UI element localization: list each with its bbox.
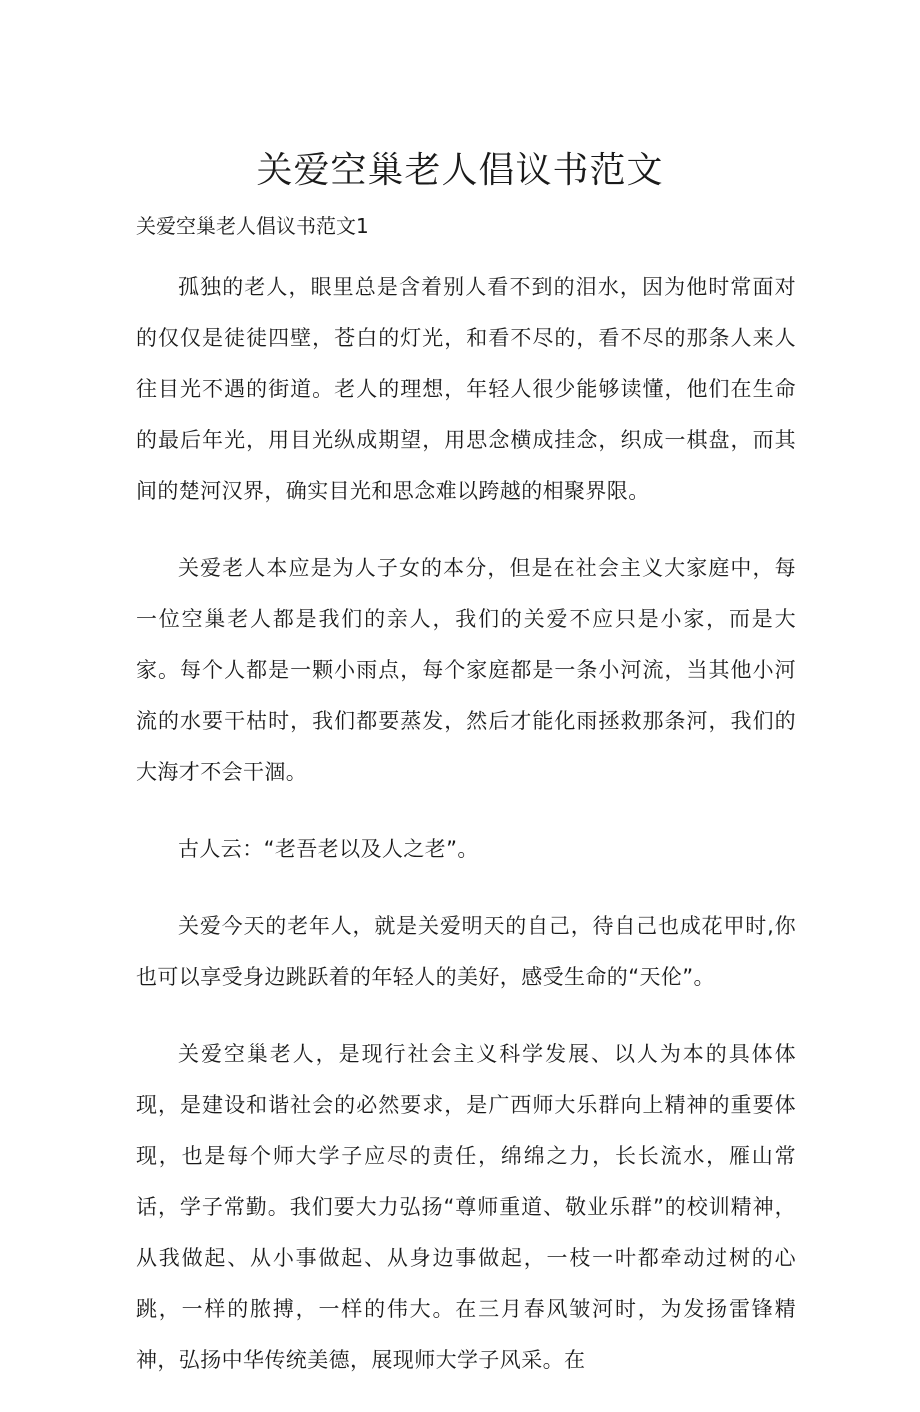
- document-body: [136, 262, 796, 1412]
- paragraph-2: 关爱老人本应是为人子女的本分，但是在社会主义大家庭中，每一位空巢老人都是我们的亲人，我们的关爱不应只是小家，而是大家。每个人都是一颗小雨点，每个家庭都是一条小河流，当其他小河流的水要干枯时，我们都要蒸发，然后才能化雨拯救那条河，我们的大海才不会干涸。: [136, 556, 796, 784]
- paragraph-3: 古人云：“老吾老以及人之老”。: [178, 837, 479, 861]
- document-title: 关爱空巢老人倡议书范文: [256, 150, 664, 191]
- paragraph-5: 关爱空巢老人，是现行社会主义科学发展、以人为本的具体体现，是建设和谐社会的必然要求，是广西师大乐群向上精神的重要体现，也是每个师大学子应尽的责任，绵绵之力，长长流水，雁山常话，学子常勤。我们要大力弘扬“尊师重道、敬业乐群”的校训精神，从我做起、从小事做起、从身边事做起，一枝一叶都牵动过树的心跳，一样的脓搏，一样的伟大。在三月春风皱河时，为发扬雷锋精神，弘扬中华传统美德，展现师大学子风采。在: [136, 1042, 796, 1372]
- document-subtitle: 关爱空巢老人倡议书范文1: [136, 214, 369, 238]
- paragraph-1: 孤独的老人，眼里总是含着别人看不到的泪水，因为他时常面对的仅仅是徒徒四壁，苍白的灯光，和看不尽的，看不尽的那条人来人往目光不遇的街道。老人的理想，年轻人很少能够读懂，他们在生命的最后年光，用目光纵成期望，用思念横成挂念，织成一棋盘，而其间的楚河汉界，确实目光和思念难以跨越的相聚界限。: [136, 275, 796, 503]
- paragraph-4: 关爱今天的老年人，就是关爱明天的自己，待自己也成花甲时,你也可以享受身边跳跃着的年轻人的美好，感受生命的“天伦”。: [136, 914, 796, 989]
